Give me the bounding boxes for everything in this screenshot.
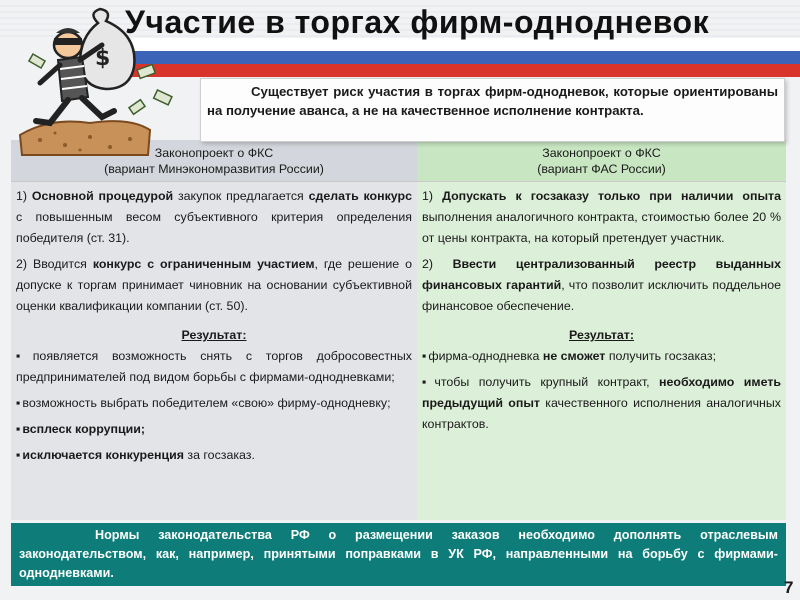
russian-flag-stripes [120,38,800,78]
result-item-text: чтобы получить крупный контракт, [434,375,660,389]
intro-textbox [200,78,785,142]
comparison-table [11,140,786,520]
proposal-1-text-a: закупок предлагается [173,189,309,203]
result-item [422,372,781,435]
conclusion-banner [11,523,786,586]
intro-text: Существует риск участия в торгах фирм-однодневок, которые ориентированы на получение аванса, а не на качественное исполнение контракта. [207,84,778,118]
result-item-bold: исключается конкуренция [22,448,184,462]
proposal-1 [422,186,781,249]
proposal-1-number: 1) [422,189,443,203]
column-ministry-variant [11,140,417,520]
proposal-2 [16,254,412,317]
result-item-text: качественного исполнения аналогичных контрактов. [422,396,781,431]
proposal-2-bold: конкурс с ограниченным участием [92,257,315,271]
proposal-2-text-a: 2) Вводится [16,257,93,271]
proposal-2-text: , что позволит исключить поддельное финансовое обеспечение. [422,278,782,313]
header-title: Законопроект о ФКС [542,146,661,160]
page-number: 7 [784,578,794,597]
conclusion-text: Нормы законодательства РФ о размещении заказов необходимо дополнять отраслевым законодательством, как, например, принятыми поправками в УК РФ, направленными на борьбу с фирмами-однодневками. [19,528,778,580]
proposal-1 [16,186,412,249]
slide-title: Участие в торгах фирм-однодневок [125,4,710,40]
result-item [16,419,412,440]
svg-text:$: $ [95,46,111,71]
result-item-text: за госзаказ. [183,448,255,462]
proposal-1-text-b: с повышенным весом субъективного критерия определения победителя (ст. 31). [16,210,412,245]
result-item-text: получить госзаказ; [605,349,717,363]
header-subtitle: (вариант ФАС России) [537,162,666,176]
proposal-1-bold: Допускать к госзаказу только при наличии опыта [442,189,781,203]
result-item-text: появляется возможность снять с торгов добросовестных предпринимателей под видом борьбы с фирмами-однодневками; [16,349,412,384]
result-item-bold: не сможет [542,349,606,363]
proposal-2-bold: Ввести централизованный реестр выданных финансовых гарантий [422,257,781,292]
result-item [16,445,412,466]
result-item-bold: всплеск коррупции; [22,422,145,436]
proposal-1-bold-a: Основной процедурой [31,189,174,203]
header-title: Законопроект о ФКС [154,146,274,160]
column-header-fas [417,140,786,182]
proposal-1-number: 1) [16,189,32,203]
proposal-2-text-b: , где решение о допуске к торгам принимает чиновник на основании субъективной оценки квалификации компании (ст. 50). [16,257,413,313]
column-body [11,182,417,466]
result-item [16,346,412,388]
result-item-text: фирма-однодневка [428,349,543,363]
proposal-1-text: выполнения аналогичного контракта, стоимостью более 20 % от цены контракта, на который претендует участник. [422,210,781,245]
proposal-2 [422,254,781,317]
result-item [16,393,412,414]
proposal-2-number: 2) [422,257,453,271]
header-subtitle: (вариант Минэкономразвития России) [104,162,324,176]
result-title: Результат: [181,328,247,342]
result-item [422,346,781,367]
proposal-1-bold-b: сделать конкурс [308,189,412,203]
result-item-text: возможность выбрать победителем «свою» фирму-однодневку; [22,396,391,410]
result-title: Результат: [569,328,634,342]
result-item-bold: необходимо иметь предыдущий опыт [422,375,781,410]
column-body [417,182,786,435]
column-fas-variant [417,140,786,520]
